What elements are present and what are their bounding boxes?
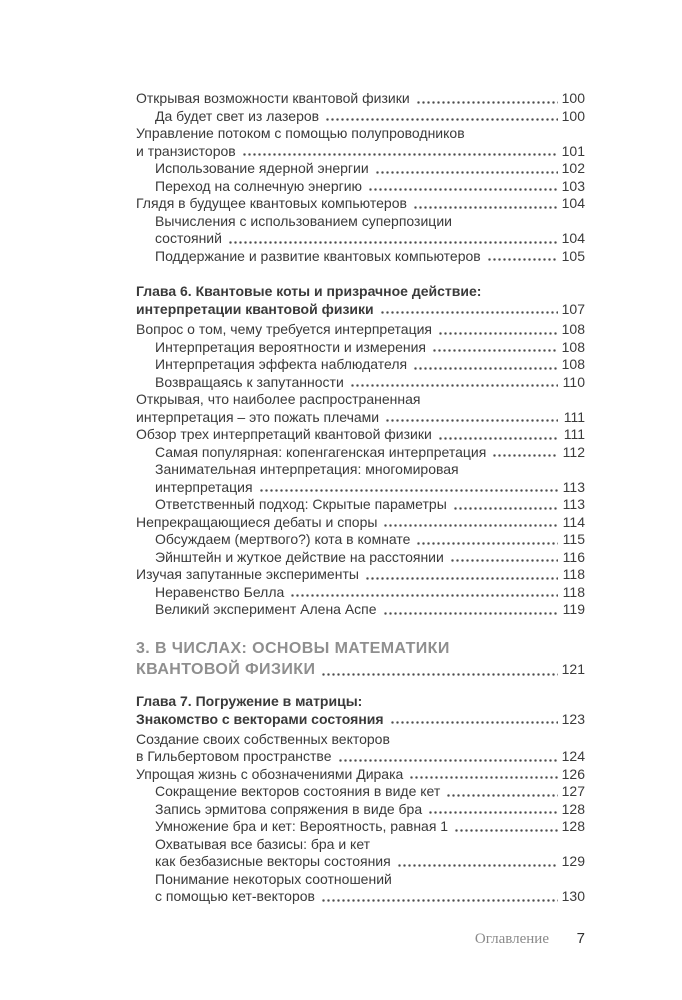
toc-row bbox=[136, 801, 585, 819]
dot-leader bbox=[450, 549, 558, 567]
toc-entry-title: Управление потоком с помощью полупроводников bbox=[136, 125, 465, 141]
dot-leader bbox=[228, 230, 558, 248]
toc-entry-title: Ответственный подход: Скрытые параметры bbox=[155, 496, 447, 512]
dot-leader bbox=[325, 108, 558, 126]
toc-entry-page-number: 105 bbox=[561, 247, 585, 264]
toc-row bbox=[136, 160, 585, 178]
dot-leader bbox=[350, 374, 558, 392]
toc-row bbox=[136, 374, 585, 392]
toc-entry-title: Охватывая все базисы: бра и кет bbox=[155, 835, 371, 852]
dot-leader bbox=[375, 160, 558, 178]
toc-row bbox=[136, 339, 585, 357]
toc-row bbox=[136, 818, 585, 836]
toc-entry-page-number: 104 bbox=[561, 195, 585, 211]
dot-leader bbox=[438, 321, 558, 339]
toc-row bbox=[136, 282, 585, 300]
toc-entry-page-number: 119 bbox=[562, 601, 585, 617]
toc-entry-title: Изучая запутанные эксперименты bbox=[136, 566, 359, 582]
toc-row bbox=[136, 248, 585, 266]
toc-entry-title: интерпретация bbox=[155, 478, 253, 495]
toc-entry-title: Великий эксперимент Алена Аспе bbox=[155, 601, 377, 617]
toc-entry-title: Умножение бра и кет: Вероятность, равная 1 bbox=[155, 818, 449, 834]
toc-entry-page-number: 101 bbox=[561, 142, 585, 159]
toc-row bbox=[136, 444, 585, 462]
toc-row bbox=[136, 496, 585, 514]
toc-entry-page-number: 128 bbox=[561, 818, 585, 834]
toc-entry-page-number: 113 bbox=[562, 496, 585, 512]
toc-row bbox=[136, 748, 585, 766]
footer-section-label: Оглавление bbox=[474, 931, 549, 947]
page-footer bbox=[136, 930, 585, 948]
dot-leader bbox=[492, 444, 558, 462]
toc-entry-page-number: 108 bbox=[561, 321, 585, 337]
toc-row bbox=[136, 853, 585, 871]
toc-entry-title: Переход на солнечную энергию bbox=[155, 177, 363, 194]
toc-entry-page-number: 118 bbox=[562, 566, 585, 582]
dot-leader bbox=[397, 853, 558, 871]
toc-entry-title: Занимательная интерпретация: многомировая bbox=[155, 461, 459, 477]
toc-row bbox=[136, 731, 585, 749]
toc-entry-page-number: 118 bbox=[562, 583, 585, 600]
toc-entry-page-number: 108 bbox=[561, 338, 585, 355]
toc-row bbox=[136, 391, 585, 409]
dot-leader bbox=[446, 783, 558, 801]
dot-leader bbox=[432, 339, 558, 357]
dot-leader bbox=[385, 409, 558, 427]
toc-entry-page-number: 108 bbox=[561, 356, 585, 372]
toc-entry-title: Понимание некоторых соотношений bbox=[155, 870, 392, 887]
toc-entry-page-number: 112 bbox=[562, 443, 585, 460]
toc-entry-title: Упрощая жизнь с обозначениями Дирака bbox=[136, 765, 404, 782]
dot-leader bbox=[413, 356, 558, 374]
toc-row bbox=[136, 479, 585, 497]
toc-entry-page-number: 129 bbox=[561, 853, 585, 869]
toc-entry-title: Эйнштейн и жуткое действие на расстоянии bbox=[155, 548, 444, 565]
table-of-contents bbox=[136, 90, 585, 906]
toc-entry-title: интерпретации квантовой физики bbox=[136, 301, 374, 317]
toc-row bbox=[136, 409, 585, 427]
toc-entry-page-number: 124 bbox=[561, 748, 585, 764]
toc-entry-page-number: 113 bbox=[562, 478, 585, 495]
dot-leader bbox=[383, 514, 558, 532]
dot-leader bbox=[487, 248, 558, 266]
dot-leader bbox=[368, 178, 558, 196]
toc-row bbox=[136, 321, 585, 339]
dot-leader bbox=[290, 584, 558, 602]
toc-row bbox=[136, 461, 585, 479]
toc-entry-title: Интерпретация эффекта наблюдателя bbox=[155, 356, 408, 372]
toc-entry-title: Обзор трех интерпретаций квантовой физики bbox=[136, 426, 432, 442]
toc-entry-page-number: 102 bbox=[561, 160, 585, 176]
toc-row bbox=[136, 710, 585, 728]
toc-entry-title: Вычисления с использованием суперпозиции bbox=[155, 212, 452, 229]
toc-entry-title: Глава 6. Квантовые коты и призрачное действие: bbox=[136, 283, 482, 299]
toc-row bbox=[136, 356, 585, 374]
toc-entry-page-number: 100 bbox=[561, 90, 585, 106]
dot-leader bbox=[321, 888, 558, 906]
toc-entry-page-number: 123 bbox=[561, 710, 585, 727]
toc-row bbox=[136, 566, 585, 584]
toc-entry-title: интерпретация – это пожать плечами bbox=[136, 408, 380, 425]
dot-leader bbox=[409, 766, 558, 784]
toc-entry-page-number: 127 bbox=[561, 783, 585, 799]
toc-entry-title: Глядя в будущее квантовых компьютеров bbox=[136, 195, 407, 211]
toc-entry-title: Возвращаясь к запутанности bbox=[155, 373, 344, 390]
toc-row bbox=[136, 584, 585, 602]
toc-entry-title: Интерпретация вероятности и измерения bbox=[155, 338, 426, 355]
toc-entry-title: Создание своих собственных векторов bbox=[136, 730, 390, 747]
toc-row bbox=[136, 888, 585, 906]
dot-leader bbox=[438, 426, 558, 444]
toc-entry-page-number: 107 bbox=[561, 301, 585, 317]
toc-entry-page-number: 111 bbox=[563, 408, 585, 425]
dot-leader bbox=[416, 531, 558, 549]
toc-entry-title: Поддержание и развитие квантовых компьютеров bbox=[155, 247, 481, 264]
toc-row bbox=[136, 692, 585, 710]
toc-entry-page-number: 110 bbox=[562, 373, 585, 390]
toc-entry-page-number: 121 bbox=[561, 660, 585, 677]
toc-entry-title: Запись эрмитова сопряжения в виде бра bbox=[155, 800, 423, 817]
toc-entry-page-number: 128 bbox=[561, 800, 585, 817]
dot-leader bbox=[454, 818, 558, 836]
dot-leader bbox=[413, 195, 558, 213]
toc-entry-title: Открывая возможности квантовой физики bbox=[136, 90, 410, 106]
toc-entry-page-number: 114 bbox=[562, 513, 585, 530]
toc-entry-title: КВАНТОВОЙ ФИЗИКИ bbox=[136, 660, 316, 678]
toc-row bbox=[136, 549, 585, 567]
dot-leader bbox=[383, 601, 558, 619]
toc-row bbox=[136, 143, 585, 161]
toc-entry-title: Открывая, что наиболее распространенная bbox=[136, 391, 421, 407]
toc-entry-title: как безбазисные векторы состояния bbox=[155, 853, 391, 869]
toc-entry-page-number: 126 bbox=[561, 765, 585, 782]
toc-entry-title: Непрекращающиеся дебаты и споры bbox=[136, 513, 378, 530]
toc-entry-page-number: 111 bbox=[563, 426, 585, 442]
toc-row bbox=[136, 213, 585, 231]
toc-row bbox=[136, 514, 585, 532]
toc-entry-page-number: 115 bbox=[562, 531, 585, 547]
dot-leader bbox=[242, 143, 558, 161]
toc-entry-title: Да будет свет из лазеров bbox=[155, 107, 320, 124]
toc-row bbox=[136, 195, 585, 213]
toc-row bbox=[136, 601, 585, 619]
dot-leader bbox=[428, 801, 558, 819]
toc-entry-title: Вопрос о том, чему требуется интерпретация bbox=[136, 321, 432, 337]
toc-row bbox=[136, 836, 585, 854]
toc-entry-title: и транзисторов bbox=[136, 142, 236, 159]
toc-entry-title: состояний bbox=[155, 230, 222, 246]
toc-row bbox=[136, 871, 585, 889]
toc-entry-title: Самая популярная: копенгагенская интерпретация bbox=[155, 443, 487, 460]
toc-entry-page-number: 104 bbox=[561, 230, 585, 246]
dot-leader bbox=[416, 90, 558, 108]
toc-row bbox=[136, 108, 585, 126]
toc-entry-page-number: 100 bbox=[561, 107, 585, 124]
toc-entry-title: 3. В ЧИСЛАХ: ОСНОВЫ МАТЕМАТИКИ bbox=[136, 639, 450, 657]
dot-leader bbox=[321, 659, 558, 680]
toc-entry-title: Неравенство Белла bbox=[155, 583, 285, 600]
footer-page-number: 7 bbox=[576, 930, 585, 947]
toc-row bbox=[136, 531, 585, 549]
toc-row bbox=[136, 766, 585, 784]
toc-entry-page-number: 103 bbox=[561, 177, 585, 194]
toc-row bbox=[136, 659, 585, 680]
dot-leader bbox=[259, 479, 558, 497]
toc-entry-page-number: 130 bbox=[561, 888, 585, 904]
dot-leader bbox=[365, 566, 558, 584]
toc-row bbox=[136, 178, 585, 196]
dot-leader bbox=[453, 496, 558, 514]
dot-leader bbox=[380, 300, 558, 318]
toc-entry-title: с помощью кет-векторов bbox=[155, 888, 315, 904]
toc-entry-title: Знакомство с векторами состояния bbox=[136, 710, 384, 727]
toc-row bbox=[136, 90, 585, 108]
toc-entry-title: в Гильбертовом пространстве bbox=[136, 748, 332, 764]
toc-entry-page-number: 116 bbox=[562, 548, 585, 565]
dot-leader bbox=[338, 748, 558, 766]
toc-entry-title: Обсуждаем (мертвого?) кота в комнате bbox=[155, 531, 411, 547]
toc-row bbox=[136, 638, 585, 659]
toc-entry-title: Сокращение векторов состояния в виде кет bbox=[155, 783, 441, 799]
toc-entry-title: Использование ядерной энергии bbox=[155, 160, 369, 176]
toc-entry-title: Глава 7. Погружение в матрицы: bbox=[136, 692, 363, 709]
dot-leader bbox=[390, 710, 558, 728]
toc-row bbox=[136, 783, 585, 801]
toc-row bbox=[136, 230, 585, 248]
toc-row bbox=[136, 125, 585, 143]
toc-row bbox=[136, 426, 585, 444]
toc-row bbox=[136, 300, 585, 318]
